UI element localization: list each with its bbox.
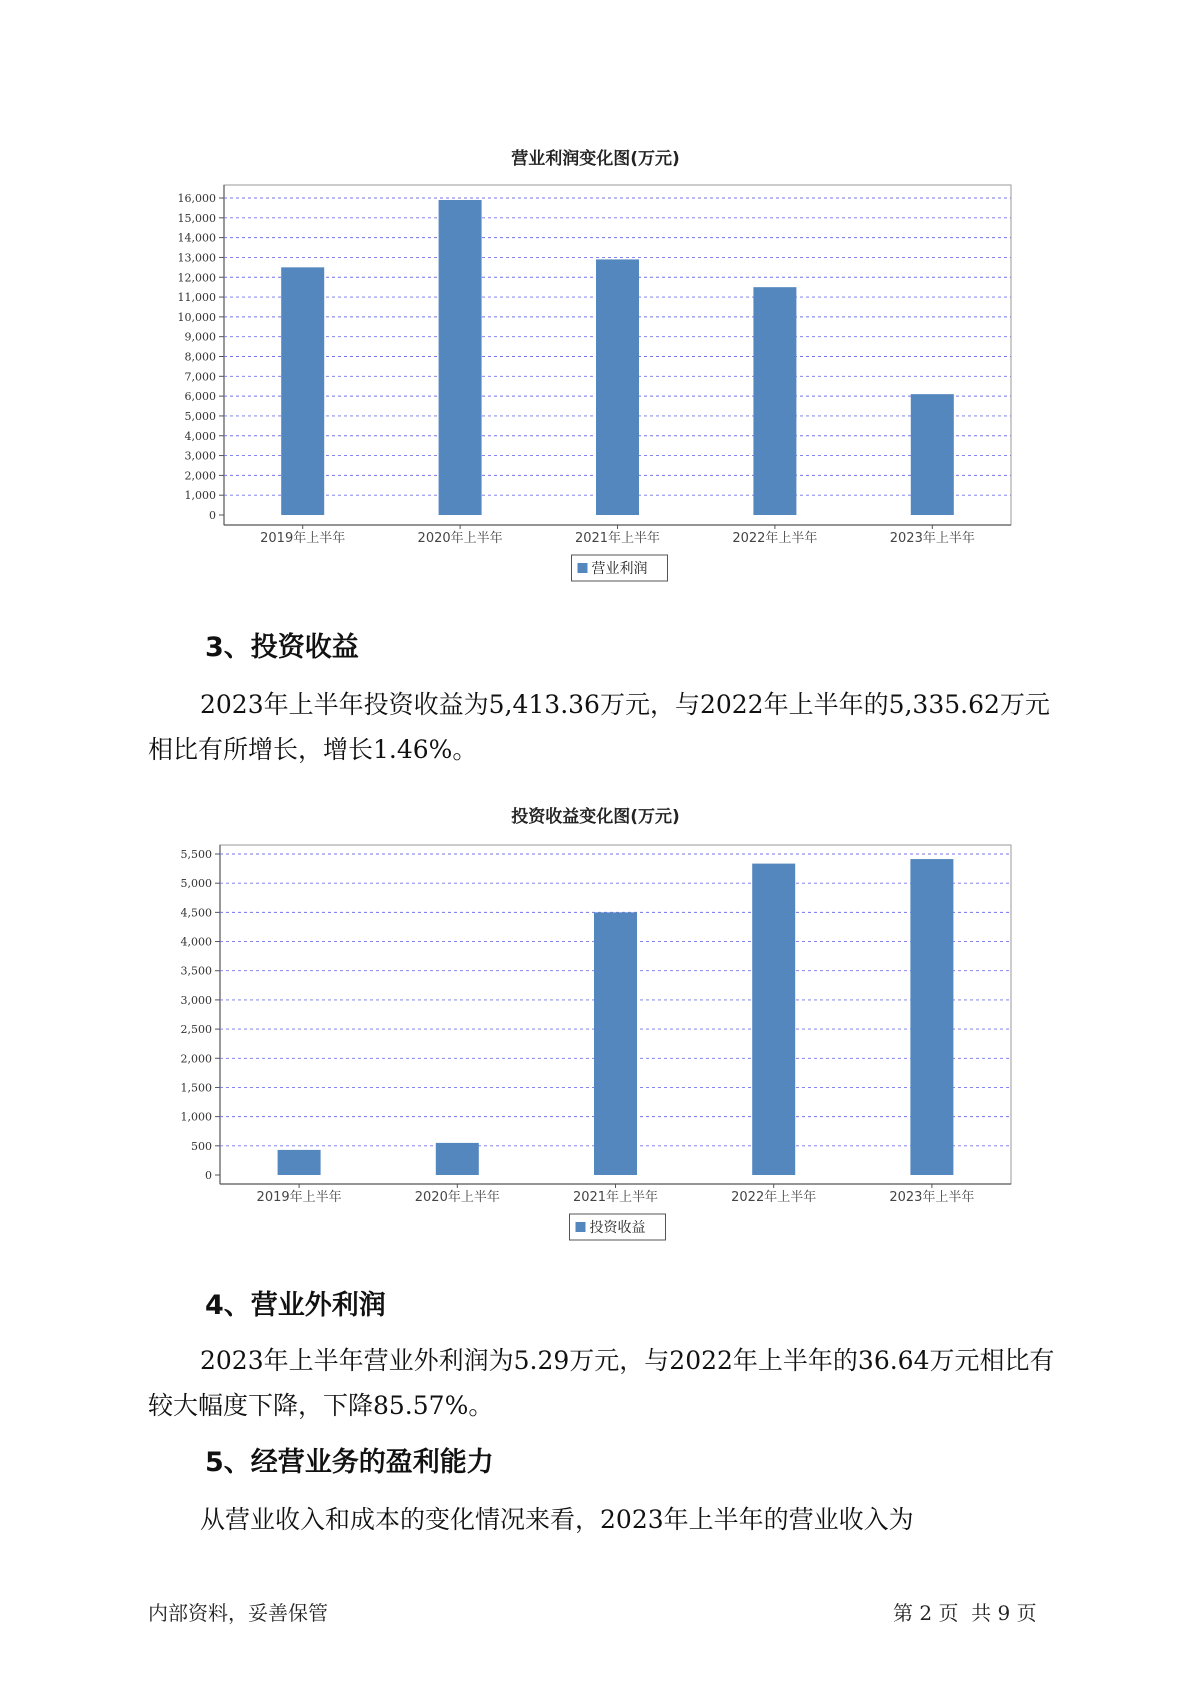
x-tick-label: 2020年上半年 [417, 531, 503, 546]
x-tick-label: 2020年上半年 [414, 1190, 500, 1205]
y-tick-label: 7,000 [184, 370, 216, 384]
y-tick-label: 0 [209, 509, 216, 522]
y-tick-label: 3,500 [180, 964, 212, 978]
footer-page-number: 第 2 页 共 9 页 [893, 1601, 1037, 1625]
bar-3 [596, 259, 639, 515]
y-tick-label: 2,000 [180, 1052, 212, 1066]
y-tick-label: 5,000 [184, 409, 216, 423]
y-tick-label: 6,000 [184, 390, 216, 404]
y-tick-label: 10,000 [177, 310, 216, 324]
chart-2-title: 投资收益变化图(万元) [511, 807, 680, 827]
bar-4 [752, 864, 795, 1175]
y-tick-label: 13,000 [177, 251, 216, 265]
y-tick-label: 0 [205, 1169, 212, 1182]
y-tick-label: 4,000 [180, 935, 212, 949]
section-5-heading: 5、经营业务的盈利能力 [205, 1447, 494, 1478]
x-tick-label: 2023年上半年 [889, 1190, 975, 1205]
bar-1 [278, 1150, 321, 1175]
chart-1-title: 营业利润变化图(万元) [511, 149, 680, 169]
y-tick-label: 5,500 [180, 848, 212, 861]
operating-profit-chart [0, 170, 1191, 590]
legend-label: 营业利润 [591, 561, 648, 577]
y-tick-label: 500 [191, 1139, 212, 1153]
y-tick-label: 3,000 [180, 993, 212, 1007]
y-tick-label: 9,000 [184, 330, 216, 344]
y-tick-label: 14,000 [177, 231, 216, 245]
y-tick-label: 3,000 [184, 449, 216, 463]
x-tick-label: 2022年上半年 [732, 531, 818, 546]
y-tick-label: 2,000 [184, 469, 216, 483]
y-tick-label: 5,000 [180, 877, 212, 891]
bar-3 [594, 912, 637, 1175]
x-tick-label: 2021年上半年 [574, 531, 661, 546]
y-tick-label: 1,000 [184, 489, 216, 503]
investment-income-chart [0, 820, 1191, 1240]
y-tick-label: 16,000 [177, 192, 216, 205]
x-tick-label: 2022年上半年 [731, 1190, 817, 1205]
section-5-paragraph: 从营业收入和成本的变化情况来看，2023年上半年的营业收入为 [200, 1505, 914, 1534]
y-tick-label: 11,000 [177, 291, 216, 305]
y-tick-label: 1,000 [180, 1110, 212, 1124]
x-tick-label: 2019年上半年 [260, 531, 346, 546]
legend-swatch [576, 1222, 586, 1232]
bar-1 [281, 267, 324, 515]
x-tick-label: 2019年上半年 [256, 1190, 342, 1205]
footer-confidential-note: 内部资料，妥善保管 [148, 1601, 328, 1625]
legend-label: 投资收益 [589, 1220, 646, 1236]
y-tick-label: 1,500 [180, 1081, 212, 1095]
bar-2 [439, 200, 482, 515]
y-tick-label: 12,000 [177, 271, 216, 285]
y-tick-label: 4,000 [184, 429, 216, 443]
section-4-paragraph: 2023年上半年营业外利润为5.29万元，与2022年上半年的36.64万元相比有较大幅度下降，下降85.57%。 [148, 1346, 1055, 1420]
y-tick-label: 15,000 [177, 211, 216, 225]
bar-4 [753, 287, 796, 515]
legend-swatch [578, 563, 588, 573]
x-tick-label: 2021年上半年 [572, 1190, 659, 1205]
section-4-heading: 4、营业外利润 [205, 1290, 386, 1321]
y-tick-label: 2,500 [180, 1023, 212, 1037]
x-tick-label: 2023年上半年 [889, 531, 975, 546]
y-tick-label: 8,000 [184, 350, 216, 364]
section-3-heading: 3、投资收益 [205, 632, 359, 663]
bar-5 [911, 394, 954, 515]
y-tick-label: 4,500 [180, 906, 212, 920]
bar-5 [910, 859, 953, 1175]
bar-2 [436, 1143, 479, 1175]
section-3-paragraph: 2023年上半年投资收益为5,413.36万元，与2022年上半年的5,335.62万元相比有所增长，增长1.46%。 [148, 690, 1050, 764]
